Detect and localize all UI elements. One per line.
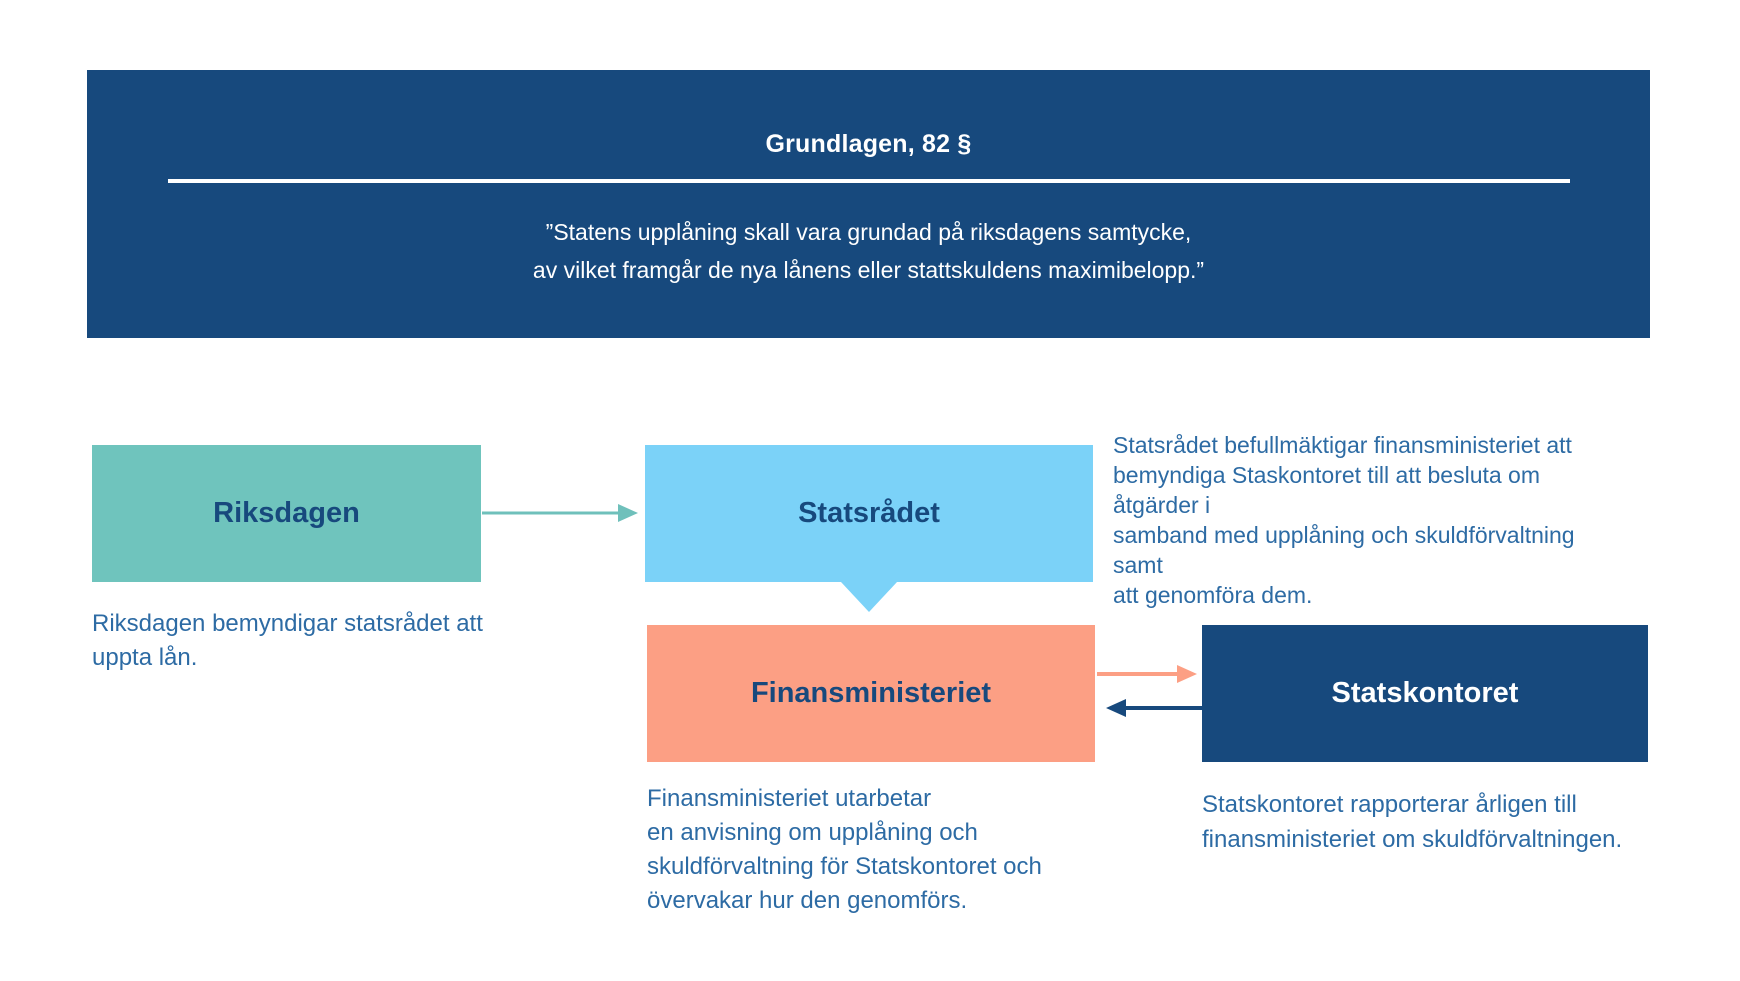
statskontoret-note xyxy=(1202,787,1662,857)
banner-title: Grundlagen, 82 § xyxy=(765,130,972,158)
riksdagen-note xyxy=(92,607,522,675)
node-statsradet xyxy=(645,445,1093,582)
finansministeriet-note-line-2: en anvisning om upplåning och xyxy=(647,819,978,846)
finansministeriet-note-line-1: Finansministeriet utarbetar xyxy=(647,785,932,812)
node-finansministeriet xyxy=(647,625,1095,762)
node-finansministeriet-label: Finansministeriet xyxy=(750,677,992,709)
riksdagen-note-line-1: Riksdagen bemyndigar statsrådet att xyxy=(92,610,483,637)
statsradet-note-line-3: samband med upplåning och skuldförvaltning samt xyxy=(1113,522,1575,578)
riksdagen-to-statsradet-arrow-icon xyxy=(480,501,642,525)
finansministeriet-note-line-4: övervakar hur den genomförs. xyxy=(647,887,968,914)
banner-quote xyxy=(87,213,1650,289)
statskontoret-note-line-1: Statskontoret rapporterar årligen till xyxy=(1202,791,1577,818)
banner-divider xyxy=(168,179,1570,183)
finansministeriet-note xyxy=(647,782,1087,918)
statsradet-note-line-4: att genomföra dem. xyxy=(1113,582,1313,608)
node-statskontoret-label: Statskontoret xyxy=(1331,677,1519,709)
law-banner xyxy=(87,70,1650,338)
banner-quote-line-1: ”Statens upplåning skall vara grundad på riksdagens samtycke, xyxy=(545,219,1192,245)
statskontoret-note-line-2: finansministeriet om skuldförvaltningen. xyxy=(1202,826,1623,853)
statskontoret-to-finansministeriet-arrow-icon xyxy=(1106,697,1206,719)
node-riksdagen xyxy=(92,445,481,582)
node-riksdagen-label: Riksdagen xyxy=(213,497,360,529)
statsradet-note-line-2: bemyndiga Staskontoret till att besluta om åtgärder i xyxy=(1113,462,1541,518)
node-statsradet-label: Statsrådet xyxy=(798,497,940,529)
banner-quote-line-2: av vilket framgår de nya lånens eller stattskuldens maximibelopp.” xyxy=(532,257,1205,283)
finansministeriet-note-line-3: skuldförvaltning för Statskontoret och xyxy=(647,853,1042,880)
node-statskontoret xyxy=(1202,625,1648,762)
finansministeriet-to-statskontoret-arrow-icon xyxy=(1097,663,1199,685)
riksdagen-note-line-2: uppta lån. xyxy=(92,644,198,671)
statsradet-note xyxy=(1113,430,1583,610)
statsradet-note-line-1: Statsrådet befullmäktigar finansministeriet att xyxy=(1113,432,1572,458)
